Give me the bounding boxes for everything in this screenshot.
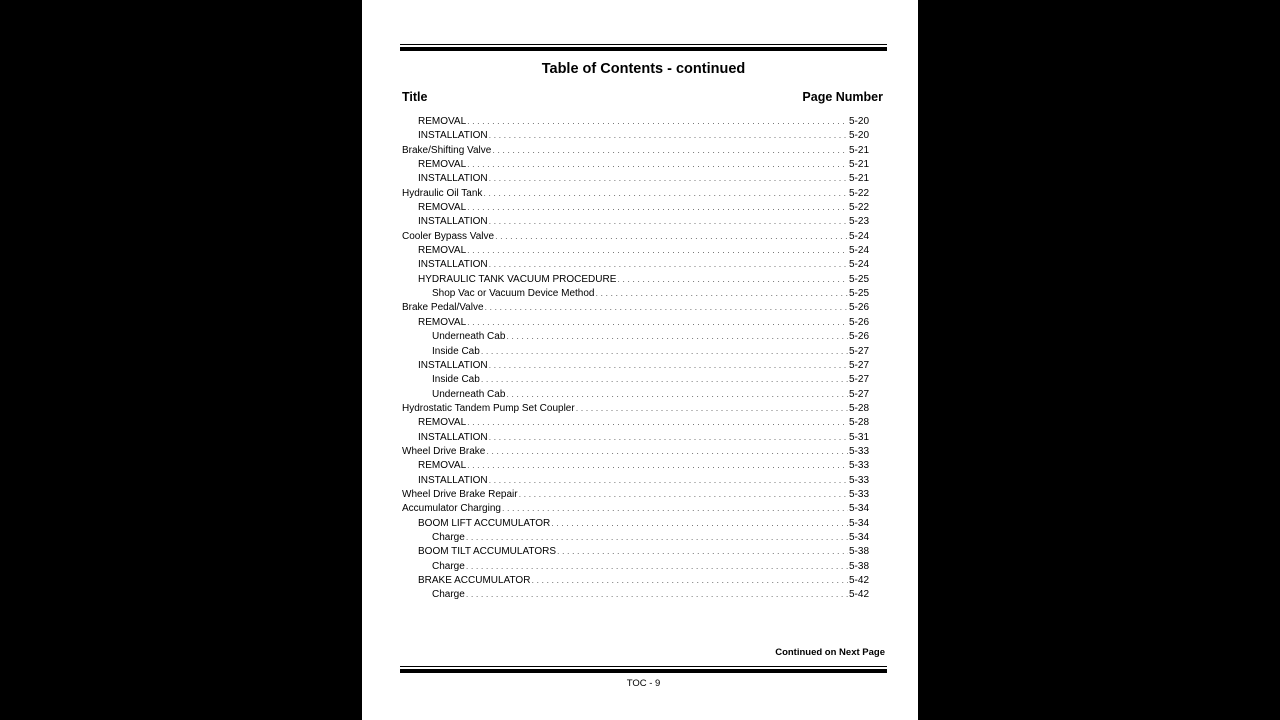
footer-rule-thin	[400, 666, 887, 667]
toc-entry-page: 5-34	[848, 517, 869, 529]
toc-entry-title: Inside Cab	[432, 374, 480, 386]
toc-entry-title: Charge	[432, 589, 465, 601]
toc-entry[interactable]	[402, 128, 869, 142]
toc-entry-title: Wheel Drive Brake	[402, 445, 486, 457]
toc-entry[interactable]	[402, 286, 869, 300]
toc-entry[interactable]	[402, 458, 869, 472]
dot-leader	[489, 171, 848, 185]
toc-entry-page: 5-20	[848, 116, 869, 127]
document-page	[362, 0, 918, 720]
toc-entry[interactable]	[402, 544, 869, 558]
column-header-title: Title	[402, 90, 428, 104]
toc-entry-title: INSTALLATION	[418, 359, 488, 371]
toc-entry-page: 5-27	[848, 359, 869, 371]
dot-leader	[485, 300, 848, 314]
toc-entry[interactable]	[402, 300, 869, 314]
toc-entry[interactable]	[402, 143, 869, 157]
toc-entry-title: Brake/Shifting Valve	[402, 144, 492, 156]
toc-entry-title: INSTALLATION	[418, 173, 488, 185]
dot-leader	[489, 473, 848, 487]
dot-leader	[557, 544, 848, 558]
dot-leader	[506, 329, 848, 343]
dot-leader	[492, 143, 848, 157]
toc-entry-title: Hydrostatic Tandem Pump Set Coupler	[402, 402, 575, 414]
toc-entry-page: 5-28	[848, 417, 869, 429]
dot-leader	[481, 344, 848, 358]
toc-entry[interactable]	[402, 243, 869, 257]
toc-entry-page: 5-26	[848, 316, 869, 328]
dot-leader	[531, 573, 848, 587]
dot-leader	[489, 128, 848, 142]
toc-entry[interactable]	[402, 516, 869, 530]
toc-entry[interactable]	[402, 473, 869, 487]
toc-entry-page: 5-27	[848, 388, 869, 400]
toc-entry-title: HYDRAULIC TANK VACUUM PROCEDURE	[418, 273, 617, 285]
toc-entry[interactable]	[402, 501, 869, 515]
toc-entry-page: 5-20	[848, 130, 869, 142]
toc-entry[interactable]	[402, 157, 869, 171]
toc-entry[interactable]	[402, 444, 869, 458]
dot-leader	[467, 243, 848, 257]
dot-leader	[489, 430, 848, 444]
toc-entry-page: 5-33	[848, 474, 869, 486]
toc-entry[interactable]	[402, 329, 869, 343]
toc-entry-page: 5-25	[848, 288, 869, 300]
toc-entry[interactable]	[402, 272, 869, 286]
toc-entry-title: Charge	[432, 560, 465, 572]
dot-leader	[467, 157, 848, 171]
dot-leader	[502, 501, 848, 515]
toc-entry-title: INSTALLATION	[418, 259, 488, 271]
toc-entry-page: 5-24	[848, 259, 869, 271]
toc-entry-page: 5-38	[848, 560, 869, 572]
dot-leader	[481, 372, 848, 386]
page-title: Table of Contents - continued	[541, 61, 746, 77]
dot-leader	[617, 272, 848, 286]
dot-leader	[596, 286, 848, 300]
toc-entry-page: 5-26	[848, 331, 869, 343]
toc-entry[interactable]	[402, 530, 869, 544]
dot-leader	[576, 401, 848, 415]
toc-entry-title: INSTALLATION	[418, 216, 488, 228]
toc-entry-title: REMOVAL	[418, 460, 467, 472]
dot-leader	[467, 458, 848, 472]
toc-entry-page: 5-27	[848, 345, 869, 357]
column-header-page-number: Page Number	[802, 90, 883, 104]
toc-entry[interactable]	[402, 214, 869, 228]
toc-entry-page: 5-21	[848, 144, 869, 156]
toc-entry-page: 5-25	[848, 273, 869, 285]
toc-entry[interactable]	[402, 573, 869, 587]
dot-leader	[467, 415, 848, 429]
toc-entry[interactable]	[402, 487, 869, 501]
toc-entry-title: BOOM LIFT ACCUMULATOR	[418, 517, 551, 529]
toc-entry-title: REMOVAL	[418, 116, 467, 127]
toc-entry-page: 5-26	[848, 302, 869, 314]
toc-entry[interactable]	[402, 559, 869, 573]
toc-entry-page: 5-42	[848, 589, 869, 601]
toc-entry[interactable]	[402, 372, 869, 386]
toc-entry-page: 5-22	[848, 202, 869, 214]
toc-entry[interactable]	[402, 344, 869, 358]
dot-leader	[467, 114, 848, 128]
toc-entry[interactable]	[402, 401, 869, 415]
toc-entry-page: 5-42	[848, 575, 869, 586]
toc-entry-page: 5-28	[848, 402, 869, 414]
toc-entry[interactable]	[402, 358, 869, 372]
toc-entry-page: 5-33	[848, 460, 869, 472]
toc-entry[interactable]	[402, 171, 869, 185]
toc-entry-title: REMOVAL	[418, 245, 467, 257]
dot-leader	[483, 186, 848, 200]
toc-entry[interactable]	[402, 200, 869, 214]
toc-entry[interactable]	[402, 229, 869, 243]
toc-entry-page: 5-21	[848, 173, 869, 185]
toc-entry-title: INSTALLATION	[418, 474, 488, 486]
toc-entry-page: 5-24	[848, 245, 869, 257]
toc-entry-page: 5-22	[848, 187, 869, 199]
toc-entry-title: REMOVAL	[418, 417, 467, 429]
dot-leader	[466, 559, 848, 573]
toc-entry-title: Accumulator Charging	[402, 503, 501, 515]
toc-entry-title: Charge	[432, 531, 465, 543]
header-rule-thick	[400, 47, 887, 51]
toc-entry-page: 5-34	[848, 531, 869, 543]
toc-entry[interactable]	[402, 387, 869, 401]
dot-leader	[495, 229, 848, 243]
dot-leader	[486, 444, 848, 458]
toc-entry-title: INSTALLATION	[418, 431, 488, 443]
toc-entry-title: BRAKE ACCUMULATOR	[418, 575, 531, 586]
toc-entry-title: REMOVAL	[418, 316, 467, 328]
dot-leader	[466, 530, 848, 544]
toc-entry[interactable]	[402, 587, 869, 601]
footer-rule-thick	[400, 669, 887, 673]
toc-entry-page: 5-21	[848, 159, 869, 171]
continued-note: Continued on Next Page	[775, 647, 885, 658]
toc-entry-page: 5-34	[848, 503, 869, 515]
toc-entry[interactable]	[402, 415, 869, 429]
dot-leader	[467, 200, 848, 214]
toc-list	[402, 114, 869, 602]
toc-entry-title: Cooler Bypass Valve	[402, 230, 495, 242]
dot-leader	[506, 387, 848, 401]
toc-entry-page: 5-31	[848, 431, 869, 443]
dot-leader	[466, 587, 848, 601]
toc-entry-title: Shop Vac or Vacuum Device Method	[432, 288, 595, 300]
toc-entry-title: Underneath Cab	[432, 388, 506, 400]
dot-leader	[519, 487, 848, 501]
toc-entry[interactable]	[402, 186, 869, 200]
toc-entry-page: 5-33	[848, 488, 869, 500]
toc-entry-title: Brake Pedal/Valve	[402, 302, 484, 314]
header-rule-thin	[400, 44, 887, 45]
dot-leader	[489, 257, 848, 271]
toc-entry-title: INSTALLATION	[418, 130, 488, 142]
dot-leader	[551, 516, 848, 530]
toc-entry-title: REMOVAL	[418, 202, 467, 214]
toc-entry-title: REMOVAL	[418, 159, 467, 171]
page-number-footer: TOC - 9	[626, 678, 661, 689]
dot-leader	[467, 315, 848, 329]
dot-leader	[489, 358, 848, 372]
toc-entry-title: BOOM TILT ACCUMULATORS	[418, 546, 556, 558]
toc-entry-page: 5-24	[848, 230, 869, 242]
toc-entry[interactable]	[402, 257, 869, 271]
dot-leader	[489, 214, 848, 228]
toc-entry[interactable]	[402, 315, 869, 329]
toc-entry-page: 5-27	[848, 374, 869, 386]
toc-entry-title: Hydraulic Oil Tank	[402, 187, 483, 199]
toc-entry-page: 5-33	[848, 445, 869, 457]
toc-entry[interactable]	[402, 430, 869, 444]
toc-entry-page: 5-38	[848, 546, 869, 558]
toc-entry-title: Wheel Drive Brake Repair	[402, 488, 518, 500]
toc-entry-page: 5-23	[848, 216, 869, 228]
toc-entry-title: Inside Cab	[432, 345, 480, 357]
toc-entry-title: Underneath Cab	[432, 331, 506, 343]
toc-entry[interactable]	[402, 114, 869, 128]
